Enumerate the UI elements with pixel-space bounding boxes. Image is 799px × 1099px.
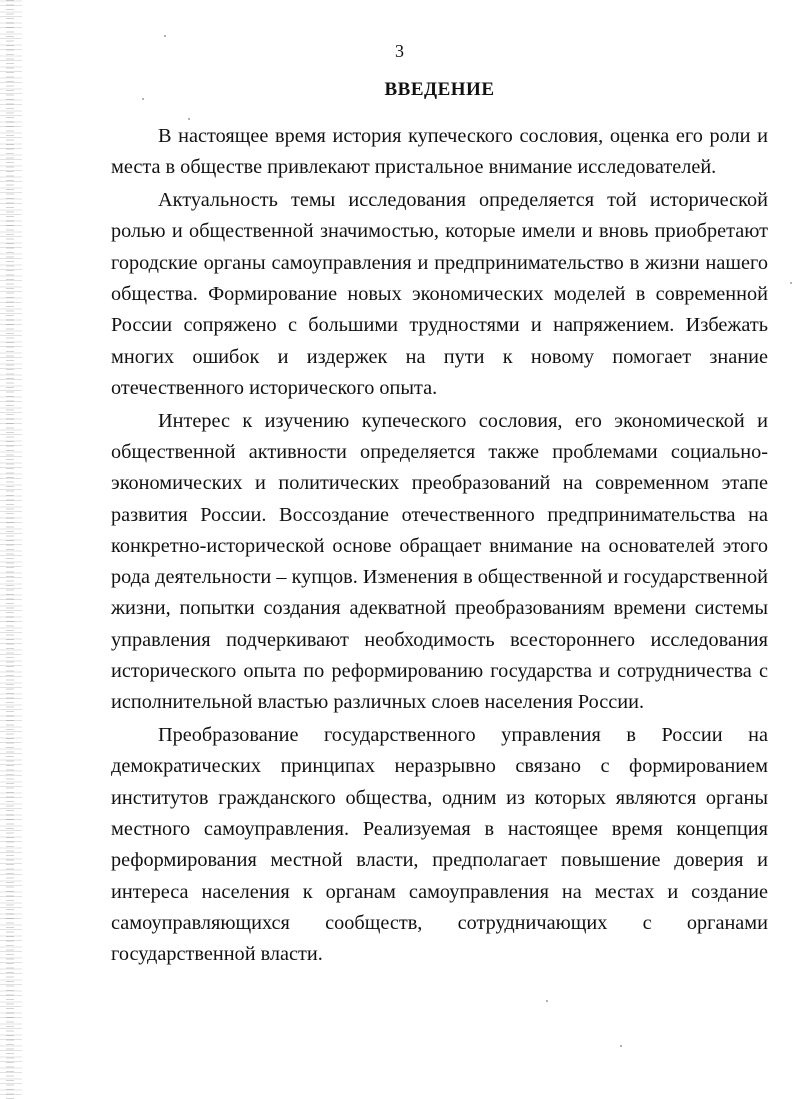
text-line: В настоящее время история купеческого сословия, оценка его роли и <box>158 125 768 147</box>
text-line: институтов гражданского общества, одним из которых являются органы <box>111 786 768 809</box>
scan-speck <box>620 1045 622 1047</box>
text-line: места в обществе привлекают пристальное внимание исследователей. <box>111 156 717 179</box>
text-line: России сопряжено с большими трудностями и напряжением. Избежать <box>111 314 768 337</box>
paragraph <box>111 406 768 719</box>
text-line: самоуправляющихся сообществ, сотрудничающих с органами <box>111 911 768 934</box>
text-line: экономических и политических преобразований на современном этапе <box>111 472 768 495</box>
text-line: исполнительной властью различных слоев населения России. <box>111 691 645 714</box>
text-line: жизни, попытки создания адекватной преобразованиям времени системы <box>111 597 768 620</box>
text-line: развития России. Воссоздание отечественного предпринимательства на <box>111 503 768 526</box>
paragraph <box>111 720 768 970</box>
text-line: отечественного исторического опыта. <box>111 376 438 399</box>
text-line: общества. Формирование новых экономических моделей в современной <box>111 282 768 305</box>
text-line: городские органы самоуправления и предпринимательство в жизни нашего <box>111 251 768 274</box>
text-line: интереса населения к органам самоуправления на местах и создание <box>111 880 768 903</box>
text-line: общественной активности определяется также проблемами социально- <box>111 440 768 463</box>
scan-speck <box>546 1000 548 1002</box>
page-number: 3 <box>395 41 404 61</box>
text-line: Интерес к изучению купеческого сословия, его экономической и <box>158 409 768 432</box>
scan-binding-edge <box>0 0 22 1099</box>
section-heading: ВВЕДЕНИЕ <box>384 79 495 100</box>
scan-speck <box>790 282 792 284</box>
text-line: исторического опыта по реформированию государства и сотрудничества с <box>111 660 768 683</box>
text-line: Актуальность темы исследования определяется той исторической <box>158 189 768 212</box>
text-line: Преобразование государственного управления в России на <box>158 724 768 747</box>
text-line: управления подчеркивают необходимость всестороннего исследования <box>111 628 768 651</box>
paragraph <box>111 121 768 184</box>
paragraph <box>111 185 768 404</box>
text-line: конкретно-исторической основе обращает внимание на основателей этого <box>111 534 768 557</box>
scan-speck <box>188 118 190 120</box>
scan-speck <box>164 35 166 37</box>
text-line: местного самоуправления. Реализуемая в настоящее время концепция <box>111 818 768 841</box>
text-line: реформирования местной власти, предполагает повышение доверия и <box>111 849 768 872</box>
text-line: рода деятельности – купцов. Изменения в общественной и государственной <box>111 566 768 589</box>
text-line: ролью и общественной значимостью, которые имели и вновь приобретают <box>111 220 768 243</box>
text-line: демократических принципах неразрывно связано с формированием <box>111 755 768 778</box>
document-body <box>111 121 768 971</box>
text-line: государственной власти. <box>111 943 323 966</box>
scan-speck <box>142 98 144 100</box>
text-line: многих ошибок и издержек на пути к новому помогает знание <box>111 345 768 368</box>
